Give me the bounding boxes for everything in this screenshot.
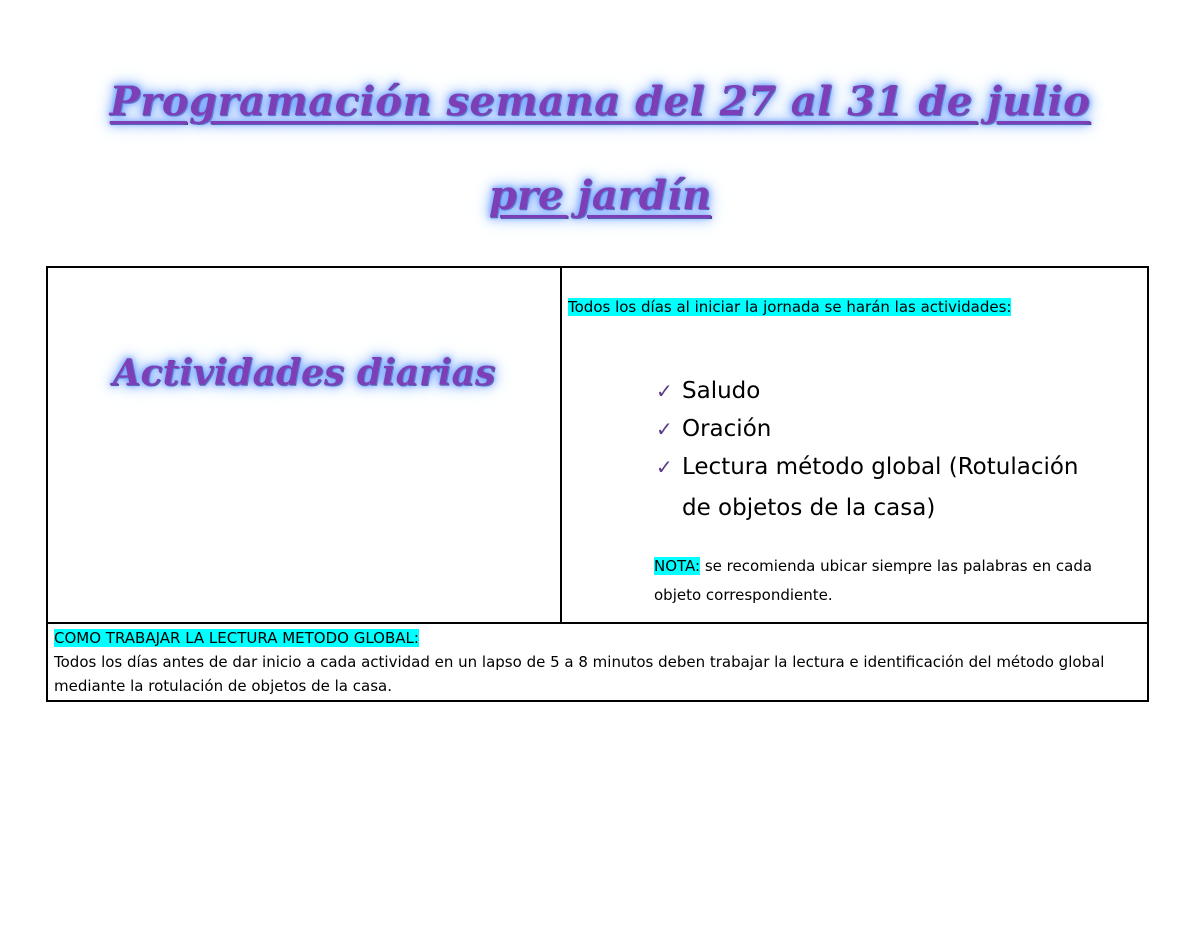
- page-title: Programación semana del 27 al 31 de julio: [109, 78, 1091, 125]
- checklist-item-text: Lectura método global (Rotulación: [682, 454, 1079, 480]
- schedule-table: [46, 266, 1149, 702]
- list-item: [656, 448, 1106, 530]
- intro-text: [568, 298, 1011, 316]
- activities-detail-cell: [561, 267, 1148, 623]
- intro-highlight: Todos los días al iniciar la jornada se harán las actividades:: [568, 298, 1012, 316]
- page-subtitle: pre jardín: [488, 172, 712, 219]
- activity-checklist: [656, 372, 1106, 530]
- checklist-item-label: Oración: [682, 416, 772, 442]
- check-icon: ✓: [656, 379, 673, 403]
- method-heading: COMO TRABAJAR LA LECTURA METODO GLOBAL:: [54, 629, 419, 647]
- checklist-item-continuation: de objetos de la casa): [682, 495, 936, 521]
- method-body: Todos los días antes de dar inicio a cada actividad en un lapso de 5 a 8 minutos deben trabajar la lectura e identificación del método global mediante la rotulación de objetos de la casa.: [54, 653, 1105, 695]
- table-row: [47, 267, 1148, 623]
- note-label: NOTA:: [654, 557, 701, 575]
- check-icon: ✓: [656, 455, 673, 479]
- method-instructions-cell: [47, 623, 1148, 701]
- note-block: [654, 552, 1124, 610]
- list-item: [656, 410, 1106, 448]
- table-row: [47, 623, 1148, 701]
- daily-activities-cell: [47, 267, 561, 623]
- checklist-item-label: [682, 448, 1079, 530]
- note-text: se recomienda ubicar siempre las palabras en cada objeto correspondiente.: [654, 557, 1093, 604]
- check-icon: ✓: [656, 417, 673, 441]
- list-item: [656, 372, 1106, 410]
- daily-activities-label: Actividades diarias: [112, 352, 496, 394]
- checklist-item-label: Saludo: [682, 378, 761, 404]
